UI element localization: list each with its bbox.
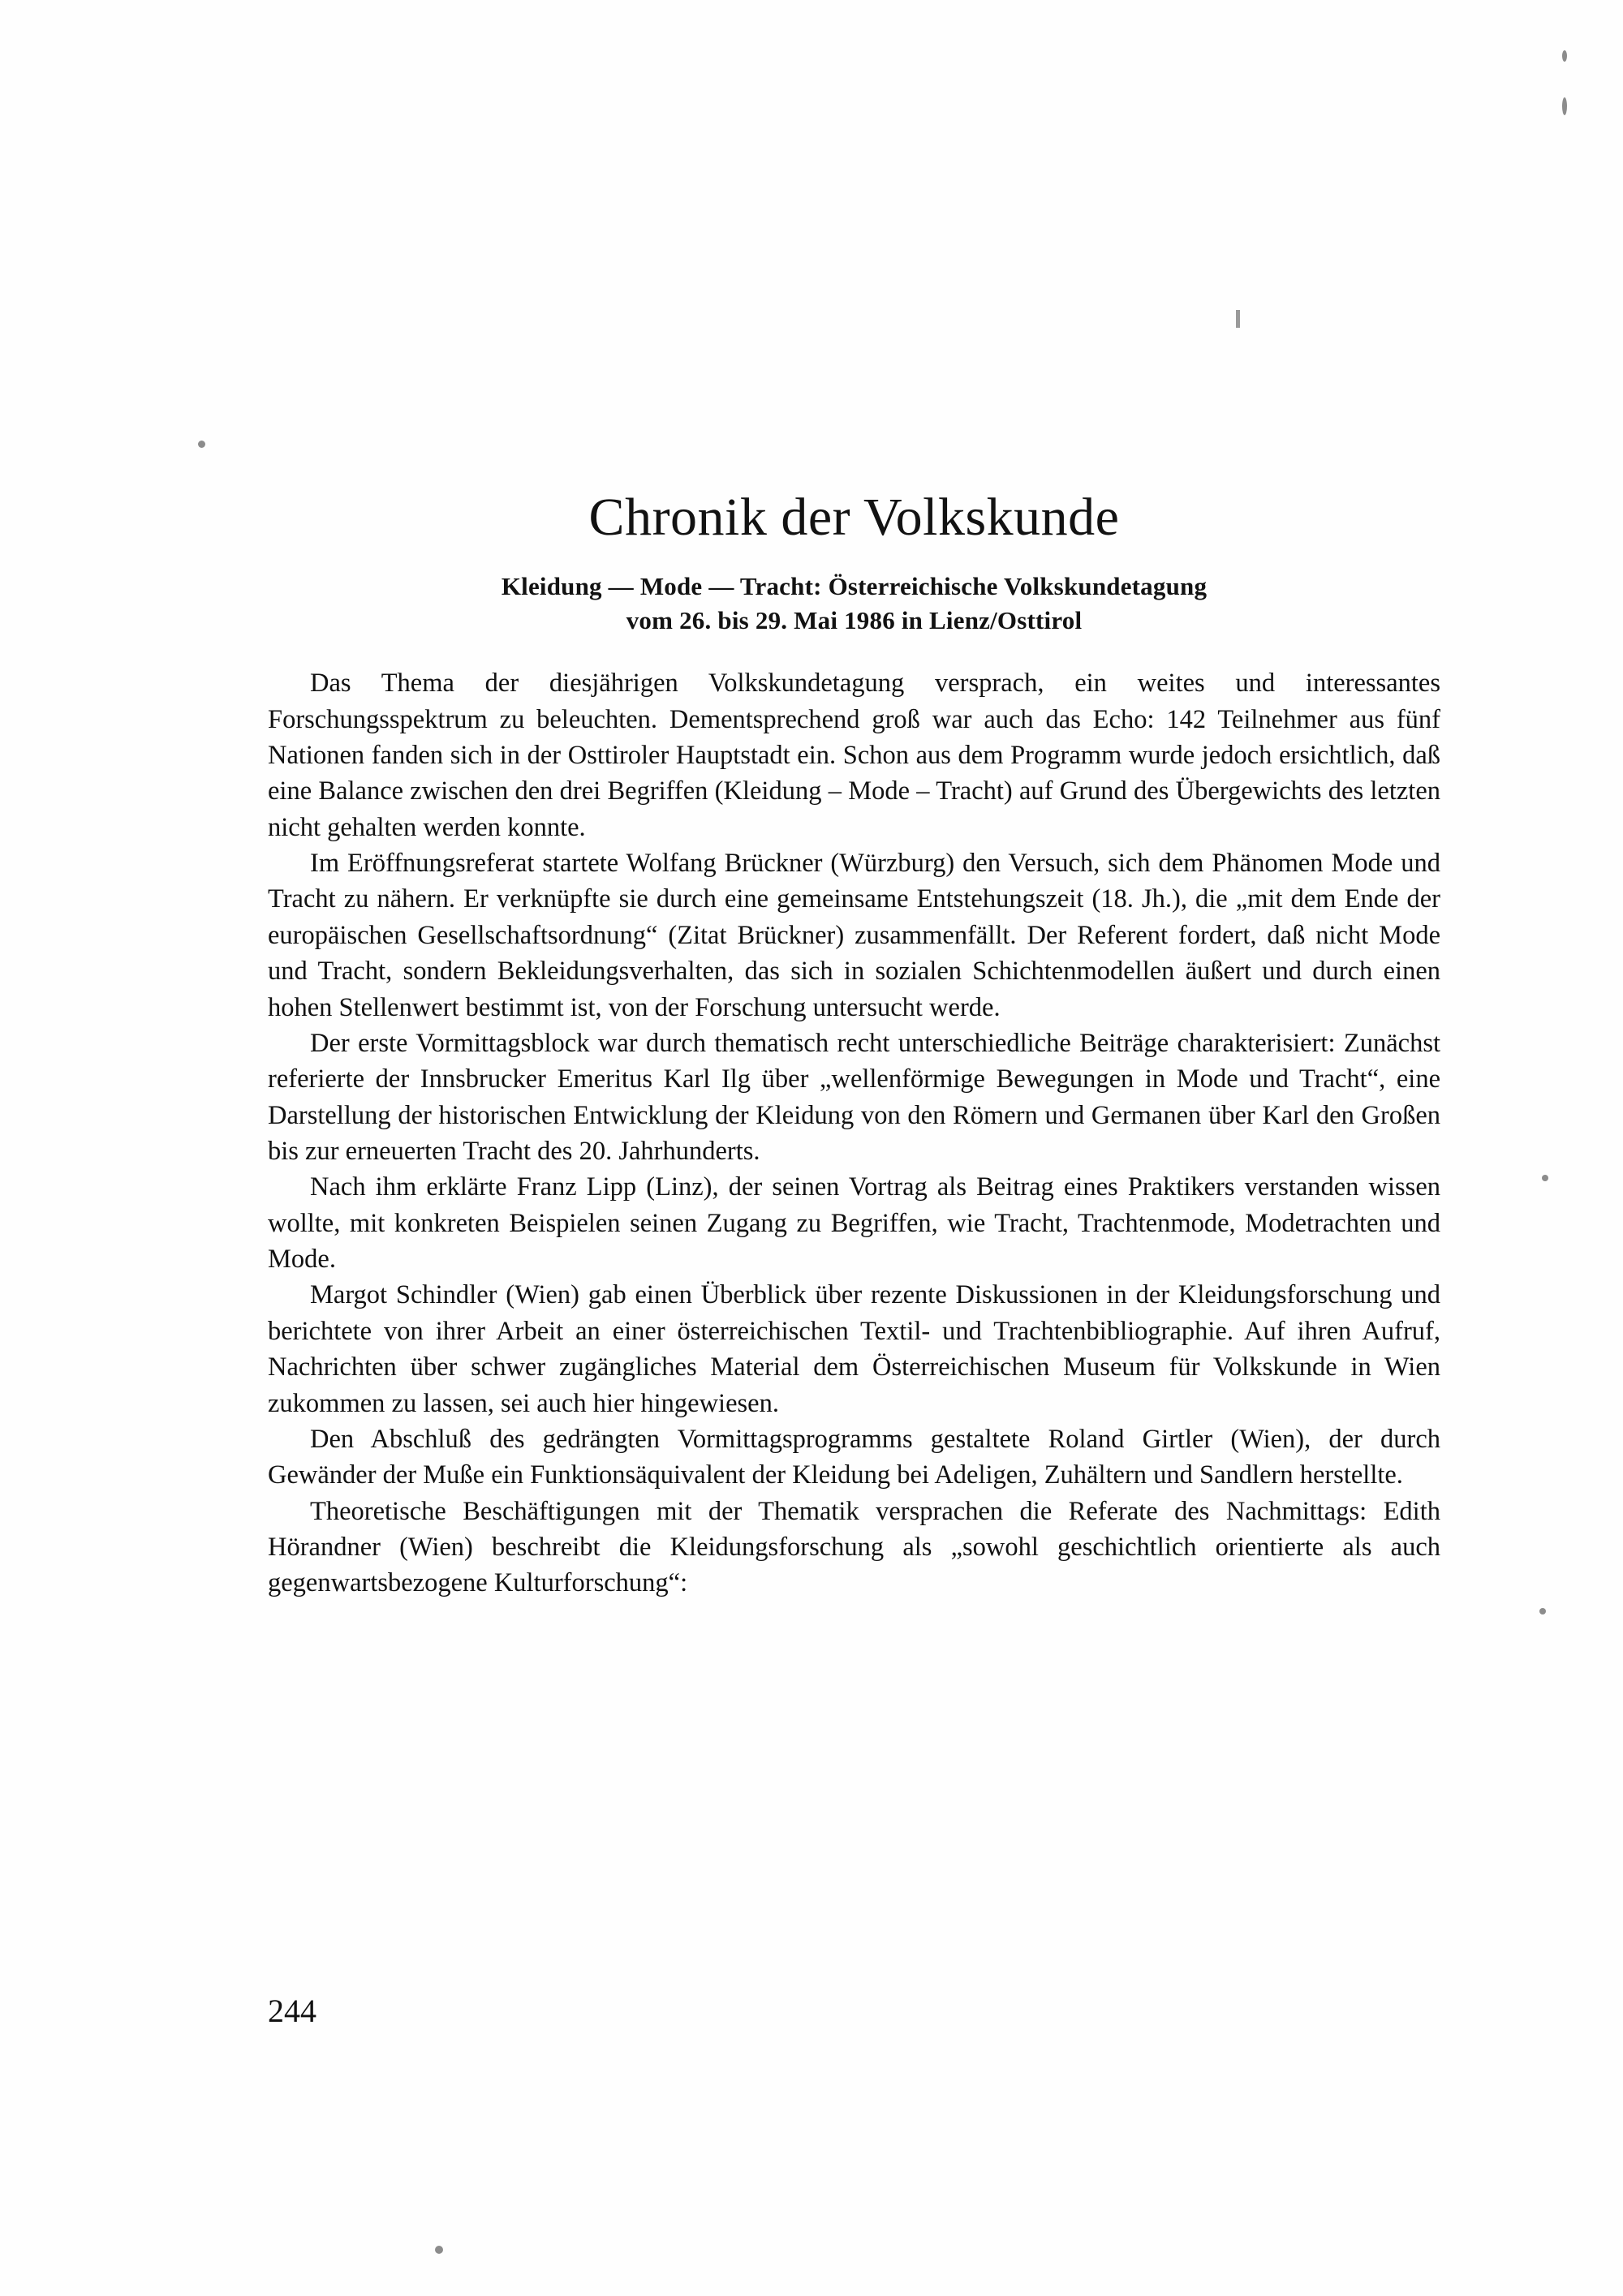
paragraph: Im Eröffnungsreferat startete Wolfang Brückner (Würzburg) den Versuch, sich dem Phänomen Mode und Tracht zu nähern. Er verknüpfte sie durch eine gemeinsame Entstehungszeit (18. Jh.), die „mit dem Ende der europäischen Gesellschaftsordnung“ (Zitat Brückner) zusammenfällt. Der Referent fordert, daß nicht Mode und Tracht, sondern Bekleidungsverhalten, das sich in sozialen Schichtenmodellen äußert und durch einen hohen Stellenwert bestimmt ist, von der Forschung untersucht werde. bbox=[268, 849, 1440, 1022]
body-text bbox=[268, 665, 1440, 1601]
article-body bbox=[268, 487, 1440, 1602]
page-title: Chronik der Volkskunde bbox=[588, 488, 1120, 547]
paragraph: Den Abschluß des gedrängten Vormittagsprogramms gestaltete Roland Girtler (Wien), der durch Gewänder der Muße ein Funktionsäquivalent der Kleidung bei Adeligen, Zuhältern und Sandlern herstellte. bbox=[268, 1424, 1440, 1490]
scan-mark bbox=[1236, 310, 1240, 328]
scan-speck bbox=[198, 441, 205, 448]
paragraph: Margot Schindler (Wien) gab einen Überblick über rezente Diskussionen in der Kleidungsforschung und berichtete von ihrer Arbeit an einer österreichischen Textil- und Trachtenbibliographie. Auf ihren Aufruf, Nachrichten über schwer zugängliches Material dem Österreichischen Museum für Volkskunde in Wien zukommen zu lassen, sei auch hier hingewiesen. bbox=[268, 1280, 1440, 1418]
paragraph: Theoretische Beschäftigungen mit der Thematik versprachen die Referate des Nachmittags: Edith Hörandner (Wien) beschreibt die Kleidungsforschung als „sowohl geschichtlich orientierte als auch gegenwartsbezogene Kulturforschung“: bbox=[268, 1496, 1440, 1598]
article-subtitle bbox=[268, 570, 1440, 638]
scan-speck bbox=[1539, 1608, 1546, 1615]
subtitle-line-1: Kleidung — Mode — Tracht: Österreichische Volkskundetagung bbox=[501, 572, 1208, 600]
paragraph: Nach ihm erklärte Franz Lipp (Linz), der seinen Vortrag als Beitrag eines Praktikers verstanden wissen wollte, mit konkreten Beispielen seinen Zugang zu Begriffen, wie Tracht, Trachtenmode, Modetrachten und Mode. bbox=[268, 1172, 1440, 1275]
paragraph: Der erste Vormittagsblock war durch thematisch recht unterschiedliche Beiträge charakterisiert: Zunächst referierte der Innsbrucker Emeritus Karl Ilg über „wellenförmige Bewegungen in Mode und Tracht“, eine Darstellung der historischen Entwicklung der Kleidung von den Römern und Germanen über Karl den Großen bis zur erneuerten Tracht des 20. Jahrhunderts. bbox=[268, 1028, 1440, 1166]
scan-speck bbox=[435, 2246, 443, 2254]
scan-speck bbox=[1562, 97, 1567, 115]
subtitle-line-2: vom 26. bis 29. Mai 1986 in Lienz/Osttirol bbox=[626, 606, 1083, 635]
paragraph: Das Thema der diesjährigen Volkskundetagung versprach, ein weites und interessantes Forschungsspektrum zu beleuchten. Dementsprechend groß war auch das Echo: 142 Teilnehmer aus fünf Nationen fanden sich in der Osttiroler Hauptstadt ein. Schon aus dem Programm wurde jedoch ersichtlich, daß eine Balance zwischen den drei Begriffen (Kleidung – Mode – Tracht) auf Grund des Übergewichts des letzten nicht gehalten werden konnte. bbox=[268, 669, 1440, 842]
scan-speck bbox=[1562, 50, 1567, 62]
scan-speck bbox=[1542, 1175, 1548, 1181]
page-number: 244 bbox=[268, 1993, 316, 2029]
